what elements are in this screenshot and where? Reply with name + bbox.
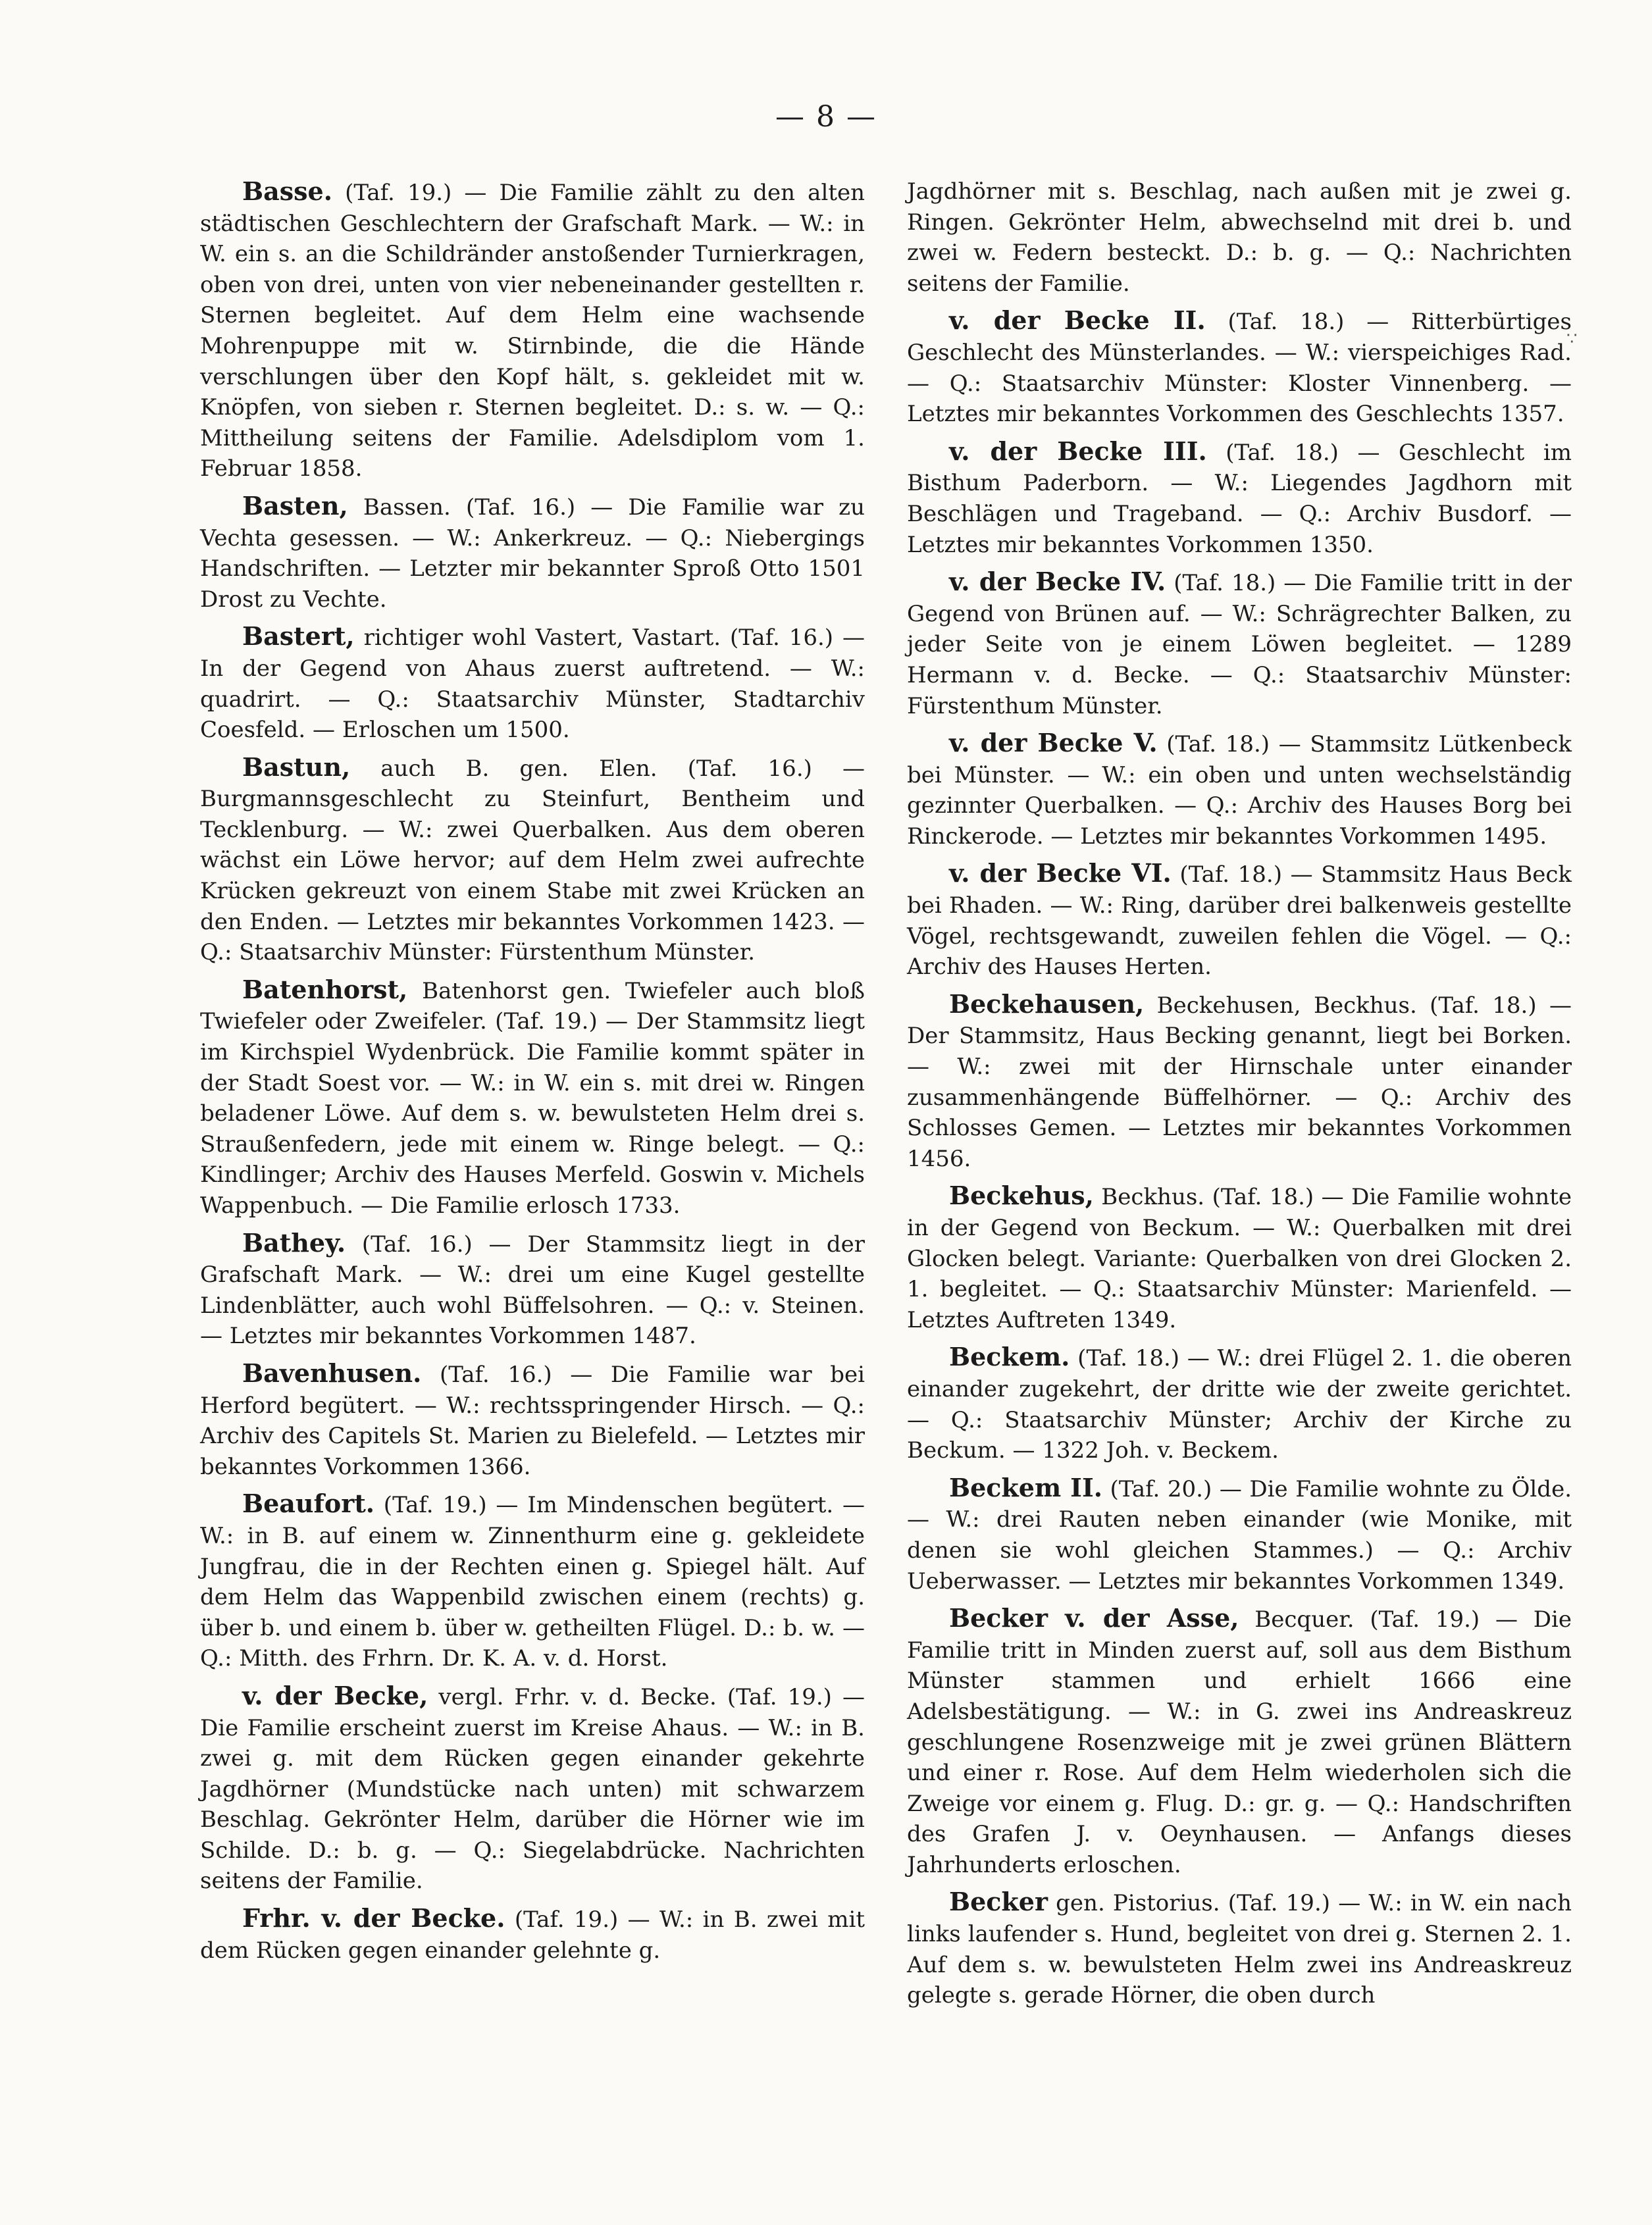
lexicon-entry: [907, 858, 1572, 982]
entry-text: (Taf. 18.) — W.: drei Flügel 2. 1. die oberen einander zugekehrt, der dritte wie der zweite gerichtet. — Q.: Staatsarchiv Münster; Archiv der Kirche zu Beckum. — 1322 Joh. v. Beckem.: [907, 1345, 1572, 1464]
lexicon-entry: [907, 1887, 1572, 2010]
entry-text: vergl. Frhr. v. d. Becke. (Taf. 19.) — Die Familie erscheint zuerst im Kreise Ahaus. — W.: in B. zwei g. mit dem Rücken gegen einander gekehrte Jagdhörner (Mundstücke nach unten) mit schwarzem Beschlag. Gekrönter Helm, darüber die Hörner wie im Schilde. D.: b. g. — Q.: Siegelabdrücke. Nachrichten seitens der Familie.: [200, 1683, 865, 1895]
entry-text: (Taf. 16.) — Die Familie war bei Herford begütert. — W.: rechtsspringender Hirsch. — Q.: Archiv des Capitels St. Marien zu Bielefeld. — Letztes mir bekanntes Vorkommen 1366.: [200, 1361, 865, 1480]
entry-text: (Taf. 19.) — Die Familie zählt zu den alten städtischen Geschlechtern der Grafschaft Mark. — W.: in W. ein s. an die Schildränder anstoßender Turnierkragen, oben von drei, unten von vier nebeneinander gestellten r. Sternen begleitet. Auf dem Helm eine wachsende Mohrenpuppe mit w. Stirnbinde, die die Hände verschlungen über den Kopf hält, s. gekleidet mit w. Knöpfen, von sieben r. Sternen begleitet. D.: s. w. — Q.: Mittheilung seitens der Familie. Adelsdiplom vom 1. Februar 1858.: [200, 180, 865, 482]
lexicon-entry: [200, 1903, 865, 1966]
entry-headword: Becker v. der Asse,: [949, 1603, 1239, 1633]
entry-text: auch B. gen. Elen. (Taf. 16.) — Burgmannsgeschlecht zu Steinfurt, Bentheim und Tecklenburg. — W.: zwei Querbalken. Aus dem oberen wächst ein Löwe hervor; auf dem Helm zwei aufrechte Krücken gekreuzt von einem Stabe mit zwei Krücken an den Enden. — Letztes mir bekanntes Vorkommen 1423. — Q.: Staatsarchiv Münster: Fürstenthum Münster.: [200, 755, 865, 966]
lexicon-entry: [200, 491, 865, 615]
lexicon-entry: [907, 176, 1572, 299]
entry-headword: Batenhorst,: [242, 974, 408, 1004]
lexicon-entry: [907, 1342, 1572, 1466]
entry-headword: v. der Becke II.: [949, 305, 1206, 336]
entry-headword: Beckehus,: [949, 1181, 1094, 1211]
entry-headword: Beckehausen,: [949, 988, 1145, 1019]
entry-headword: Bastert,: [242, 621, 355, 652]
lexicon-entry: [200, 1358, 865, 1482]
lexicon-entry: [200, 621, 865, 745]
entry-headword: Bavenhusen.: [242, 1358, 422, 1388]
entry-headword: Beaufort.: [242, 1489, 375, 1519]
entry-headword: Basten,: [242, 490, 348, 521]
entry-text: (Taf. 18.) — Stammsitz Haus Beck bei Rhaden. — W.: Ring, darüber drei balkenweis gestellte Vögel, rechtsgewandt, zuweilen fehlen die Vögel. — Q.: Archiv des Hauses Herten.: [907, 861, 1572, 981]
entry-text: (Taf. 18.) — Stammsitz Lütkenbeck bei Münster. — W.: ein oben und unten wechselständig gezinnter Querbalken. — Q.: Archiv des Hauses Borg bei Rinckerode. — Letztes mir bekanntes Vorkommen 1495.: [907, 731, 1572, 850]
lexicon-entry: [907, 436, 1572, 560]
entry-headword: Basse.: [242, 176, 332, 206]
entry-headword: Beckem II.: [949, 1472, 1102, 1502]
entry-text: gen. Pistorius. (Taf. 19.) — W.: in W. ein nach links laufender s. Hund, begleitet von drei g. Sternen 2. 1. Auf dem s. w. bewulsteten Helm zwei ins Andreaskreuz gelegte s. gerade Hörner, die oben durch: [907, 1890, 1572, 2009]
entry-text: (Taf. 18.) — Geschlecht im Bisthum Paderborn. — W.: Liegendes Jagdhorn mit Beschlägen und Trageband. — Q.: Archiv Busdorf. — Letztes mir bekanntes Vorkommen 1350.: [907, 439, 1572, 558]
entry-headword: v. der Becke III.: [949, 436, 1207, 466]
lexicon-entry: [200, 1228, 865, 1352]
lexicon-entry: [200, 1489, 865, 1674]
entry-text: (Taf. 18.) — Die Familie tritt in der Gegend von Brünen auf. — W.: Schrägrechter Balken, zu jeder Seite von je einem Löwen begleitet. — 1289 Hermann v. d. Becke. — Q.: Staatsarchiv Münster: Fürstenthum Münster.: [907, 570, 1572, 719]
page-number: — 8 —: [775, 100, 877, 134]
entry-headword: Beckem.: [949, 1342, 1070, 1372]
entry-headword: v. der Becke VI.: [949, 858, 1172, 888]
entry-text: Bassen. (Taf. 16.) — Die Familie war zu Vechta gesessen. — W.: Ankerkreuz. — Q.: Niebergings Handschriften. — Letzter mir bekannter Sproß Otto 1501 Drost zu Vechte.: [200, 494, 865, 613]
entry-text: richtiger wohl Vastert, Vastart. (Taf. 16.) — In der Gegend von Ahaus zuerst auftretend. — W.: quadrirt. — Q.: Staatsarchiv Münster, Stadtarchiv Coesfeld. — Erloschen um 1500.: [200, 625, 865, 744]
entry-headword: Frhr. v. der Becke.: [242, 1903, 505, 1933]
lexicon-entry: [907, 989, 1572, 1175]
entry-text: (Taf. 16.) — Der Stammsitz liegt in der Grafschaft Mark. — W.: drei um eine Kugel gestellte Lindenblätter, auch wohl Büffelsohren. — Q.: v. Steinen. — Letztes mir bekanntes Vorkommen 1487.: [200, 1231, 865, 1350]
lexicon-entry: [200, 752, 865, 968]
entry-headword: v. der Becke V.: [949, 728, 1158, 758]
lexicon-entry: [907, 1181, 1572, 1335]
entry-headword: v. der Becke,: [242, 1680, 428, 1710]
entry-text: Beckehusen, Beckhus. (Taf. 18.) — Der Stammsitz, Haus Becking genannt, liegt bei Borken. — W.: zwei mit der Hirnschale unter einander zusammenhängende Büffelhörner. — Q.: Archiv des Schlosses Gemen. — Letztes mir bekanntes Vorkommen 1456.: [907, 992, 1572, 1172]
entry-text: (Taf. 20.) — Die Familie wohnte zu Ölde. — W.: drei Rauten neben einander (wie Monike, mit denen sie wohl gleichen Stammes.) — Q.: Archiv Ueberwasser. — Letztes mir bekanntes Vorkommen 1349.: [907, 1475, 1572, 1595]
entry-text: (Taf. 19.) — W.: in B. zwei mit dem Rücken gegen einander gelehnte g.: [200, 1906, 865, 1964]
entry-text: Beckhus. (Taf. 18.) — Die Familie wohnte in der Gegend von Beckum. — W.: Querbalken mit drei Glocken belegt. Variante: Querbalken von drei Glocken 2. 1. begleitet. — Q.: Staatsarchiv Münster: Marienfeld. — Letztes Auftreten 1349.: [907, 1184, 1572, 1333]
gutter-mark: ∵: [1566, 329, 1578, 349]
entry-text: Jagdhörner mit s. Beschlag, nach außen mit je zwei g. Ringen. Gekrönter Helm, abwechselnd mit drei b. und zwei w. Federn besteckt. D.: b. g. — Q.: Nachrichten seitens der Familie.: [907, 178, 1572, 297]
lexicon-entry: [200, 975, 865, 1221]
lexicon-entry: [907, 567, 1572, 721]
lexicon-entry: [907, 728, 1572, 852]
entry-text: (Taf. 19.) — Im Mindenschen begütert. — W.: in B. auf einem w. Zinnenthurm eine g. gekleidete Jungfrau, die in der Rechten einen g. Spiegel hält. Auf dem Helm das Wappenbild zwischen einem (rechts) g. über b. und einem b. über w. getheilten Flügel. D.: b. w. — Q.: Mitth. des Frhrn. Dr. K. A. v. d. Horst.: [200, 1492, 865, 1672]
entry-headword: v. der Becke IV.: [949, 567, 1166, 597]
lexicon-entry: [907, 1603, 1572, 1880]
entry-headword: Bathey.: [242, 1227, 346, 1258]
entry-text: Becquer. (Taf. 19.) — Die Familie tritt in Minden zuerst auf, soll aus dem Bisthum Münster stammen und erhielt 1666 eine Adelsbestätigung. — W.: in G. zwei ins Andreaskreuz geschlungene Rosenzweige mit je zwei grünen Blättern und einer r. Rose. Auf dem Helm wiederholen sich die Zweige vor einem g. Flug. D.: gr. g. — Q.: Handschriften des Grafen J. v. Oeynhausen. — Anfangs dieses Jahrhunderts erloschen.: [907, 1606, 1572, 1878]
lexicon-entry: [907, 1473, 1572, 1597]
entry-text: (Taf. 18.) — Ritterbürtiges Geschlecht des Münsterlandes. — W.: vierspeichiges Rad. — Q.: Staatsarchiv Münster: Kloster Vinnenberg. — Letztes mir bekanntes Vorkommen des Geschlechts 1357.: [907, 309, 1572, 428]
lexicon-entry: [200, 176, 865, 484]
lexicon-entry: [907, 305, 1572, 429]
entry-headword: Becker: [949, 1887, 1048, 1917]
lexicon-entry: [200, 1681, 865, 1897]
left-column: [200, 176, 865, 1972]
entry-text: Batenhorst gen. Twiefeler auch bloß Twiefeler oder Zweifeler. (Taf. 19.) — Der Stammsitz liegt im Kirchspiel Wydenbrück. Die Familie kommt später in der Stadt Soest vor. — W.: in W. ein s. mit drei w. Ringen beladener Löwe. Auf dem s. w. bewulsteten Helm drei s. Straußenfedern, jede mit einem w. Ringe belegt. — Q.: Kindlinger; Archiv des Hauses Merfeld. Goswin v. Michels Wappenbuch. — Die Familie erlosch 1733.: [200, 977, 865, 1219]
entry-headword: Bastun,: [242, 752, 351, 782]
right-column: [907, 176, 1572, 2018]
